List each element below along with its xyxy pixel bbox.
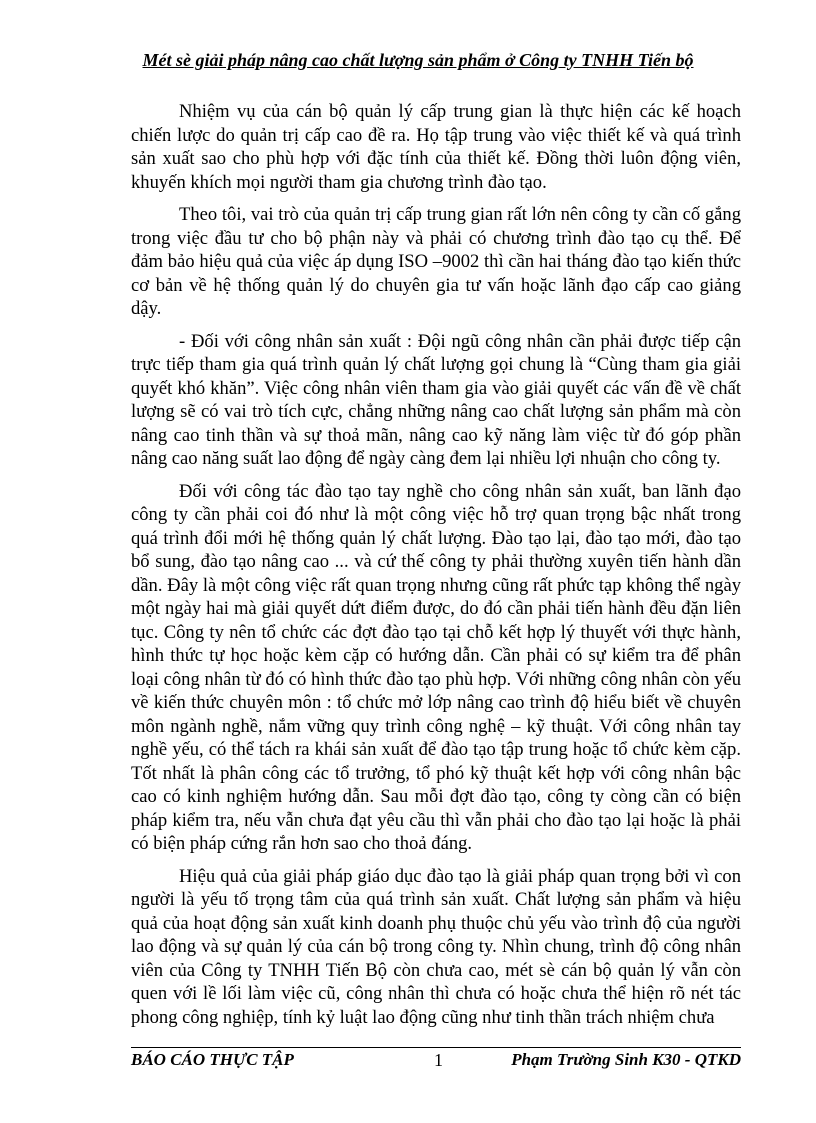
page-number: 1 [434, 1050, 443, 1070]
paragraph: Theo tôi, vai trò của quản trị cấp trung gian rất lớn nên công ty cần cố gắng trong việc đầu tư cho bộ phận này và phải có chương trình đào tạo cụ thể. Để đảm bảo hiệu quả của việc áp dụng ISO –9002 thì cần hai tháng đào tạo kiến thức cơ bản về hệ thống quản lý do chuyên gia tư vấn hoặc lãnh đạo cấp cao giảng dậy. [131, 204, 741, 319]
document-body [131, 100, 741, 1038]
paragraph: Hiệu quả của giải pháp giáo dục đào tạo là giải pháp quan trọng bởi vì con người là yếu tố trọng tâm của quá trình sản xuất. Chất lượng sản phẩm và hiệu quả của hoạt động sản xuất kinh doanh phụ thuộc chủ yếu vào trình độ của người lao động và sự quản lý của cán bộ trong công ty. Nhìn chung, trình độ công nhân viên của Công ty TNHH Tiến Bộ còn chưa cao, mét sè cán bộ quản lý vẫn còn quen với lề lối làm việc cũ, công nhân thì chưa có hoặc chưa thể hiện rõ nét tác phong công nghiệp, tính kỷ luật lao động cũng như tinh thần trách nhiệm chưa [131, 865, 741, 1028]
page-header-title: Mét sè giải pháp nâng cao chất lượng sản phẩm ở Công ty TNHH Tiến bộ [142, 50, 694, 70]
paragraph: Nhiệm vụ của cán bộ quản lý cấp trung gian là thực hiện các kế hoạch chiến lược do quản trị cấp cao đề ra. Họ tập trung vào việc thiết kế và quá trình sản xuất sao cho phù hợp với đặc tính của thiết kế. Đồng thời luôn động viên, khuyến khích mọi người tham gia chương trình đào tạo. [131, 101, 741, 193]
footer-author: Phạm Trường Sinh K30 - QTKD [511, 1050, 741, 1069]
footer-report-label: BÁO CÁO THỰC TẬP [131, 1050, 294, 1069]
footer-divider [131, 1047, 741, 1048]
page-footer [131, 1050, 741, 1074]
paragraph: - Đối với công nhân sản xuất : Đội ngũ công nhân cần phải được tiếp cận trực tiếp tham gia quá trình quản lý chất lượng gọi chung là “Cùng tham gia giải quyết khó khăn”. Việc công nhân viên tham gia vào giải quyết các vấn đề về chất lượng sẽ có vai trò tích cực, chẳng những nâng cao chất lượng sản phẩm mà còn nâng cao tinh thần và sự thoả mãn, nâng cao kỹ năng làm việc từ đó góp phần nâng cao năng suất lao động để ngày càng đem lại nhiều lợi nhuận cho công ty. [131, 330, 741, 469]
paragraph: Đối với công tác đào tạo tay nghề cho công nhân sản xuất, ban lãnh đạo công ty cần phải coi đó như là một công việc hỗ trợ quan trọng bậc nhất trong quá trình đổi mới hệ thống quản lý chất lượng. Đào tạo lại, đào tạo mới, đào tạo bổ sung, đào tạo nâng cao ... và cứ thế công ty phải thường xuyên tiến hành dần dần. Đây là một công việc rất quan trọng nhưng cũng rất phức tạp không thể ngày một ngày hai mà giải quyết dứt điểm được, do đó cần phải tiến hành đều đặn liên tục. Công ty nên tổ chức các đợt đào tạo tại chỗ kết hợp lý thuyết với thực hành, hình thức tự học hoặc kèm cặp có hướng dẫn. Cần phải có sự kiểm tra để phân loại công nhân từ đó có hình thức đào tạo phù hợp. Với những công nhân còn yếu về kiến thức chuyên môn : tổ chức mở lớp nâng cao trình độ hiểu biết về chuyên môn ngành nghề, nắm vững quy trình công nghệ – kỹ thuật. Với công nhân tay nghề yếu, có thể tách ra khái sản xuất để đào tạo tập trung hoặc tổ chức kèm cặp. Tốt nhất là phân công các tổ trưởng, tổ phó kỹ thuật kết hợp với công nhân bậc cao có kinh nghiệm hướng dẫn. Sau mỗi đợt đào tạo, công ty còng cần có biện pháp kiểm tra, nếu vẫn chưa đạt yêu cầu thì vẫn phải cho đào tạo lại hoặc là phải có biện pháp cứng rắn hơn sao cho thoả đáng. [131, 480, 741, 854]
